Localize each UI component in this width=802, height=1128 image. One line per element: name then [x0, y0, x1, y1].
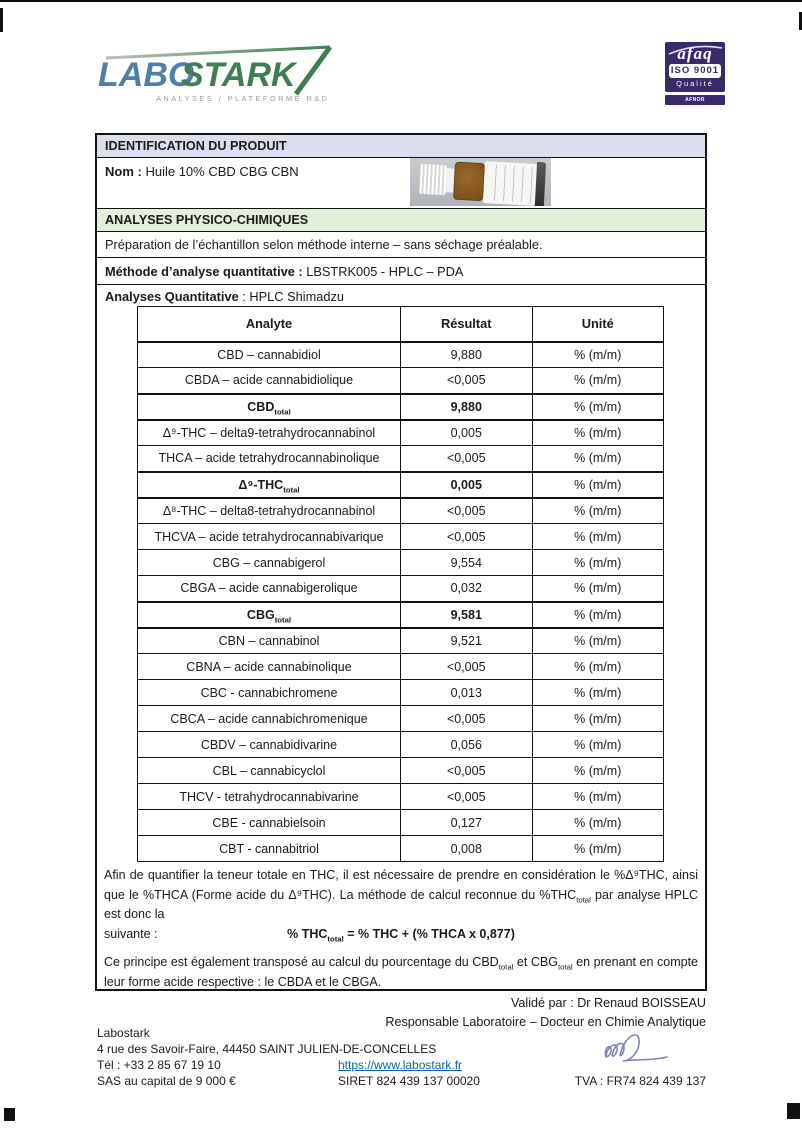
- footer-capital: SAS au capital de 9 000 €: [97, 1074, 236, 1088]
- table-row: [138, 498, 664, 524]
- bottle-label: [483, 161, 537, 205]
- analyte-cell: CBT - cannabitriol: [138, 836, 401, 862]
- formula-line: [104, 925, 698, 945]
- analyte-cell: CBGA – acide cannabigerolique: [138, 576, 401, 602]
- unit-cell: % (m/m): [532, 628, 664, 654]
- analyte-cell: CBD – cannabidiol: [138, 342, 401, 368]
- table-row: [138, 472, 664, 498]
- unit-cell: % (m/m): [532, 706, 664, 732]
- footer-siret: SIRET 824 439 137 00020: [338, 1074, 480, 1088]
- table-row: [138, 576, 664, 602]
- afaq-brand: afaq: [677, 44, 713, 63]
- product-photo: [410, 158, 551, 206]
- validated-by: Validé par : Dr Renaud BOISSEAU: [510, 996, 706, 1010]
- method-row: [97, 258, 705, 285]
- analyte-cell: THCVA – acide tetrahydrocannabivarique: [138, 524, 401, 550]
- logo-subtitle: ANALYSES / PLATEFORME R&D: [156, 94, 330, 103]
- footer-website-link[interactable]: https://www.labostark.fr: [338, 1058, 463, 1072]
- result-cell: 9,521: [401, 628, 533, 654]
- result-cell: <0,005: [401, 758, 533, 784]
- afaq-badge-main: [665, 42, 725, 92]
- result-cell: <0,005: [401, 654, 533, 680]
- table-row: [138, 446, 664, 472]
- analyte-cell: CBDA – acide cannabidiolique: [138, 368, 401, 394]
- scan-artifact: [0, 8, 3, 32]
- result-cell: 9,880: [401, 342, 533, 368]
- table-row: [138, 784, 664, 810]
- table-row: [138, 810, 664, 836]
- bottle-oil-window: [453, 162, 485, 202]
- analyte-cell: CBE - cannabielsoin: [138, 810, 401, 836]
- analyte-cell: CBL – cannabicyclol: [138, 758, 401, 784]
- analyte-cell: CBN – cannabinol: [138, 628, 401, 654]
- result-cell: 0,005: [401, 420, 533, 446]
- results-table: [137, 306, 664, 862]
- table-row: [138, 706, 664, 732]
- thc-calculation-notes: [104, 866, 698, 992]
- table-row: [138, 394, 664, 420]
- footer-vat: TVA : FR74 824 439 137: [574, 1074, 706, 1088]
- quant-value: HPLC Shimadzu: [249, 289, 344, 304]
- footer-phone: Tél : +33 2 85 67 19 10: [97, 1058, 221, 1072]
- preparation-row: Préparation de l’échantillon selon méthode interne – sans séchage préalable.: [97, 232, 705, 258]
- unit-cell: % (m/m): [532, 394, 664, 420]
- column-resultat: Résultat: [401, 307, 533, 342]
- unit-cell: % (m/m): [532, 810, 664, 836]
- quant-label: Analyses Quantitative: [105, 289, 239, 304]
- identification-section-header: IDENTIFICATION DU PRODUIT: [97, 135, 705, 158]
- analyte-cell: THCA – acide tetrahydrocannabinolique: [138, 446, 401, 472]
- result-cell: 0,056: [401, 732, 533, 758]
- report-body: [95, 133, 707, 991]
- unit-cell: % (m/m): [532, 498, 664, 524]
- result-cell: <0,005: [401, 784, 533, 810]
- afnor-certification-label: AFNOR CERTIFICATION: [665, 95, 725, 105]
- dropper-bottle-image: [410, 158, 551, 206]
- result-cell: 9,554: [401, 550, 533, 576]
- analyte-cell: CBG – cannabigerol: [138, 550, 401, 576]
- result-cell: 0,008: [401, 836, 533, 862]
- scan-artifact: [787, 1103, 800, 1119]
- result-cell: <0,005: [401, 524, 533, 550]
- table-row: [138, 836, 664, 862]
- result-cell: 9,581: [401, 602, 533, 628]
- footer-address: 4 rue des Savoir-Faire, 44450 SAINT JULIEN-DE-CONCELLES: [97, 1042, 437, 1056]
- column-analyte: Analyte: [138, 307, 401, 342]
- table-row: [138, 602, 664, 628]
- unit-cell: % (m/m): [532, 680, 664, 706]
- table-row: [138, 368, 664, 394]
- analyte-cell: Δ⁸-THC – delta8-tetrahydrocannabinol: [138, 498, 401, 524]
- unit-cell: % (m/m): [532, 524, 664, 550]
- logo-text-labo: LABO: [98, 56, 195, 94]
- analyte-cell: Δ⁹-THC – delta9-tetrahydrocannabinol: [138, 420, 401, 446]
- quant-sep: :: [238, 289, 250, 304]
- scan-artifact: [4, 1108, 15, 1121]
- validator-role: Responsable Laboratoire – Docteur en Chimie Analytique: [385, 1015, 706, 1029]
- unit-cell: % (m/m): [532, 472, 664, 498]
- table-row: [138, 524, 664, 550]
- labostark-logo: [98, 42, 348, 108]
- analyte-cell: CBDV – cannabidivarine: [138, 732, 401, 758]
- table-row: [138, 342, 664, 368]
- method-value: LBSTRK005 - HPLC – PDA: [302, 264, 464, 279]
- table-row: [138, 550, 664, 576]
- result-cell: 0,013: [401, 680, 533, 706]
- table-row: [138, 654, 664, 680]
- product-name-row: [97, 158, 705, 209]
- table-row: [138, 758, 664, 784]
- analyte-cell: THCV - tetrahydrocannabivarine: [138, 784, 401, 810]
- table-row: [138, 628, 664, 654]
- thc-note-paragraph: Afin de quantifier la teneur totale en THC, il est nécessaire de prendre en considération le %Δ⁹THC, ainsi que le %THCA (Forme acide du Δ⁹THC). La méthode de calcul reconnue du $\%THC_{total}$ par analyse HPLC est donc la: [104, 868, 698, 921]
- unit-cell: % (m/m): [532, 836, 664, 862]
- unit-cell: % (m/m): [532, 576, 664, 602]
- analyte-cell: $CBD_{total}$: [138, 394, 401, 420]
- thc-total-formula: % $THC_{total}$ = % THC + (% THCA x 0,877): [287, 926, 515, 943]
- unit-cell: % (m/m): [532, 732, 664, 758]
- result-cell: <0,005: [401, 368, 533, 394]
- table-row: [138, 732, 664, 758]
- cbd-cbg-note-paragraph: Ce principe est également transposé au calcul du pourcentage du $CBD_{total}$ et $CBG_{total}$ en prenant en compte leur forme acide respective : le CBDA et le CBGA.: [104, 955, 698, 989]
- signature: [596, 1024, 674, 1072]
- qualite-label: Qualité: [676, 79, 714, 88]
- product-name-label: Nom :: [105, 164, 142, 179]
- analyte-cell: CBNA – acide cannabinolique: [138, 654, 401, 680]
- table-row: [138, 680, 664, 706]
- unit-cell: % (m/m): [532, 368, 664, 394]
- analyte-cell: $CBG_{total}$: [138, 602, 401, 628]
- logo-text-stark: STARK: [181, 56, 296, 94]
- result-cell: 0,127: [401, 810, 533, 836]
- unit-cell: % (m/m): [532, 342, 664, 368]
- analyte-cell: CBC - cannabichromene: [138, 680, 401, 706]
- bottle-cap: [419, 164, 447, 195]
- table-row: [138, 420, 664, 446]
- scan-artifact: [0, 0, 802, 2]
- quantitative-analyses-line: [97, 285, 705, 304]
- result-cell: <0,005: [401, 706, 533, 732]
- method-label: Méthode d’analyse quantitative :: [105, 264, 303, 279]
- analyte-cell: $\Delta^9-THC_{total}$: [138, 472, 401, 498]
- bottle-end: [535, 162, 546, 206]
- table-header-row: [138, 307, 664, 342]
- results-table-body: [138, 342, 664, 862]
- result-cell: 9,880: [401, 394, 533, 420]
- unit-cell: % (m/m): [532, 654, 664, 680]
- result-cell: <0,005: [401, 446, 533, 472]
- afaq-certification-badge: [665, 42, 725, 113]
- analyses-section-header: ANALYSES PHYSICO-CHIMIQUES: [97, 209, 705, 232]
- iso-9001-label: ISO 9001: [670, 65, 720, 76]
- column-unite: Unité: [532, 307, 664, 342]
- unit-cell: % (m/m): [532, 550, 664, 576]
- analyte-cell: CBCA – acide cannabichromenique: [138, 706, 401, 732]
- unit-cell: % (m/m): [532, 446, 664, 472]
- result-cell: 0,005: [401, 472, 533, 498]
- labostark-logo-icon: [98, 42, 348, 108]
- result-cell: 0,032: [401, 576, 533, 602]
- result-cell: <0,005: [401, 498, 533, 524]
- footer-company: Labostark: [97, 1026, 150, 1040]
- product-name-value: Huile 10% CBD CBG CBN: [141, 164, 299, 179]
- unit-cell: % (m/m): [532, 602, 664, 628]
- unit-cell: % (m/m): [532, 758, 664, 784]
- unit-cell: % (m/m): [532, 784, 664, 810]
- suivante-label: suivante :: [104, 926, 158, 941]
- unit-cell: % (m/m): [532, 420, 664, 446]
